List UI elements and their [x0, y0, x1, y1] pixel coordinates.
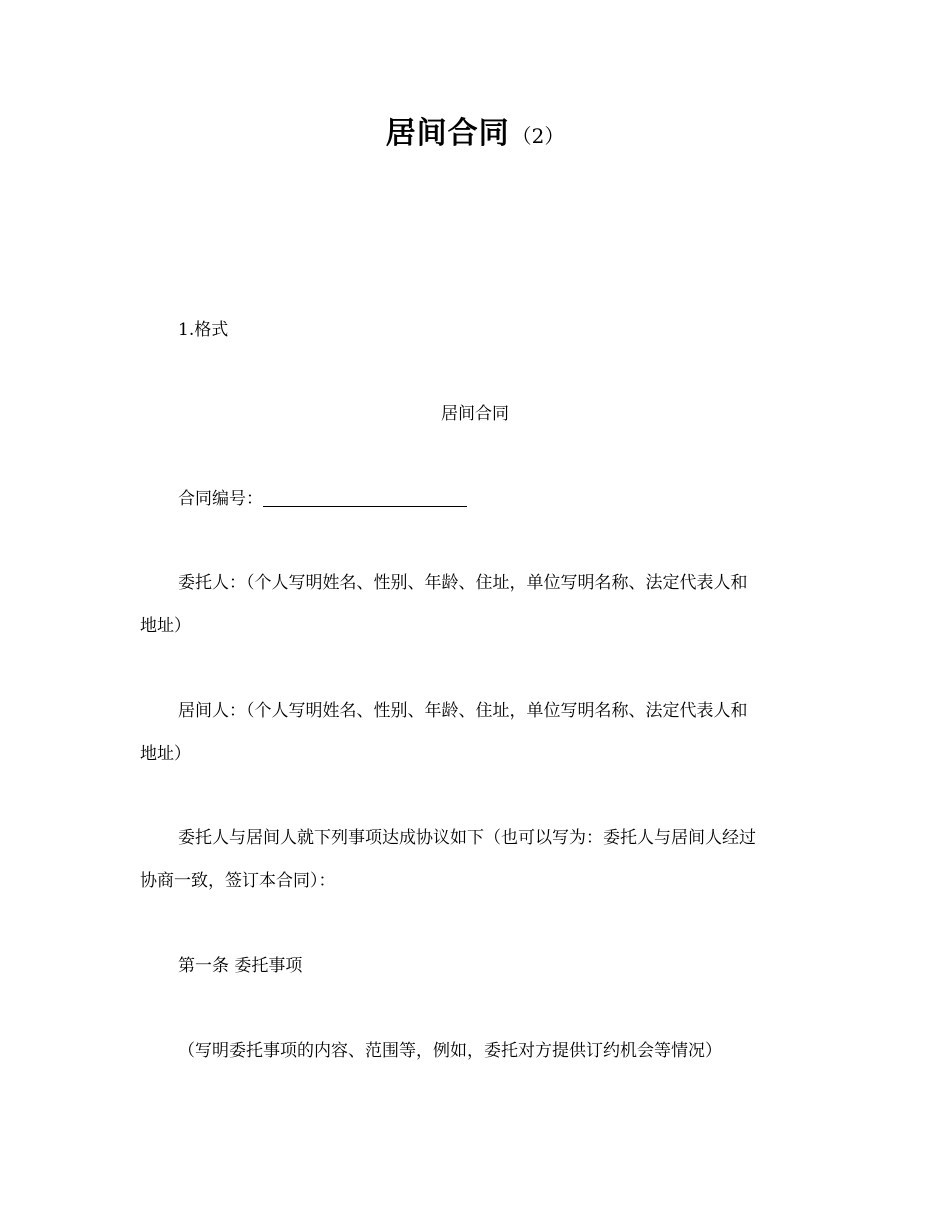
contract-heading: 居间合同: [441, 404, 509, 424]
agreement-line-1: 委托人与居间人就下列事项达成协议如下（也可以写为：委托人与居间人经过: [178, 828, 756, 848]
contract-number-label: 合同编号：: [178, 489, 263, 509]
document-title-text: 居间合同: [385, 116, 510, 151]
article-1-note: （写明委托事项的内容、范围等，例如，委托对方提供订约机会等情况）: [178, 1041, 722, 1061]
article-1-heading: 第一条 委托事项: [178, 956, 303, 976]
document-title: [0, 112, 950, 160]
contract-number-blank: [263, 488, 467, 507]
principal-line-2: 地址）: [140, 616, 191, 636]
contract-number-line: [178, 478, 467, 521]
intermediary-line-2: 地址）: [140, 744, 191, 764]
agreement-line-2: 协商一致，签订本合同）：: [140, 871, 336, 891]
principal-line-1: 委托人：（个人写明姓名、性别、年龄、住址，单位写明名称、法定代表人和: [178, 573, 748, 593]
intermediary-line-1: 居间人：（个人写明姓名、性别、年龄、住址，单位写明名称、法定代表人和: [178, 701, 748, 721]
section-format-heading: 1.格式: [178, 320, 229, 340]
document-title-suffix: （2）: [511, 124, 565, 148]
